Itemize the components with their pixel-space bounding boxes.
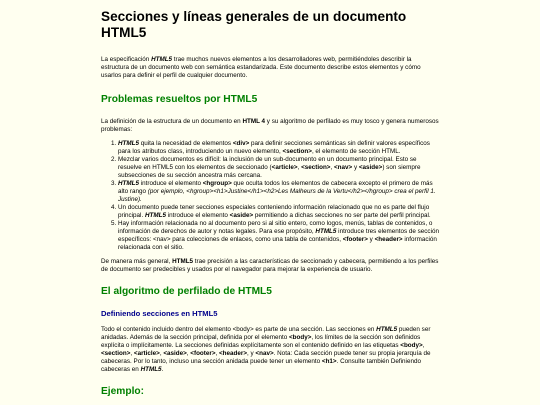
algorithm-paragraph: Todo el contenido incluido dentro del elemento <body> es parte de una sección. Las secciones en HTML5 pueden ser anidadas. Además de la sección principal, definida por el elemento <body>, los límites de la sección son definidos explícita o implícitamente. La secciones definidas explícitamente son el contenido definido en las etiquetas <body>, <section>, <article>, <aside>, <footer>, <header>, y <nav>. Nota: Cada sección puede tener su propia jerarquía de cabeceras. Por lo tanto, incluso una sección anidada puede tener un elemento <h1>. Consulte también Definiendo cabeceras en HTML5.	[101, 326, 431, 373]
list-item: 4. Un documento puede tener secciones especiales conteniendo información relacionado que no es parte del flujo principal. HTML5 introduce el elemento <aside> permitiendo a dichas secciones no ser parte del perfil principal.	[118, 204, 440, 220]
section-heading-algorithm: El algoritmo de perfilado de HTML5	[101, 286, 272, 297]
list-item: 5. Hay información relacionada no al documento pero si al sitio entero, como logos, menús, tablas de contenidos, o información de derechos de autor y notas legales. Para ese propósito, HTML5 introduce tres elementos de sección específicos: <nav> para colecciones de enlaces, como una tabla de contenidos, <footer> y <header> información relacionada con el sitio.	[118, 220, 440, 252]
section-heading-example: Ejemplo:	[101, 386, 145, 397]
problems-list	[101, 140, 440, 252]
subsection-heading-defining-sections: Definiendo secciones en HTML5	[101, 309, 218, 318]
problems-intro-paragraph: La definición de la estructura de un documento en HTML 4 y su algoritmo de perfilado es muy tosco y genera numerosos problemas:	[101, 118, 439, 133]
list-item: 1. HTML5 quita la necesidad de elementos <div> para definir secciones semánticas sin definir valores específicos para los atributos class, introduciendo un nuevo elemento, <section>, el elemento de sección HTML.	[118, 140, 440, 156]
page-title: Secciones y líneas generales de un documento HTML5	[101, 9, 407, 40]
article-content	[101, 9, 440, 398]
problems-closing-paragraph: De manera más general, HTML5 trae precisión a las características de seccionado y cabecera, permitiendo a los perfiles de documento ser predecibles y usados por el navegador para mejorar la experiencia de usuario.	[101, 258, 439, 273]
intro-paragraph: La especificación HTML5 trae muchos nuevos elementos a los desarrolladores web, permitiéndoles describir la estructura de un documento web con semántica estandarizada. Este documento describe estos elementos y cómo usarlos para definir el perfil de cualquier documento.	[101, 56, 421, 79]
list-item: 3. HTML5 introduce el elemento <hgroup> que oculta todos los elementos de cabecera excepto el primero de más alto rango (por ejemplo, <hgroup><h1>Justine</h1><h2>Les Malheurs de la Vertu</h2></hgroup> crea el perfil 1. Justine).	[118, 180, 440, 204]
section-heading-problems: Problemas resueltos por HTML5	[101, 94, 258, 105]
list-item: 2. Mezclar varios documentos es difícil: la inclusión de un sub-documento en un documento principal. Esto se resuelve en HTML5 con los elementos de seccionado (<article>, <section>, <nav> y <aside>) son siempre subsecciones de su sección ancestra más cercana.	[118, 156, 440, 180]
